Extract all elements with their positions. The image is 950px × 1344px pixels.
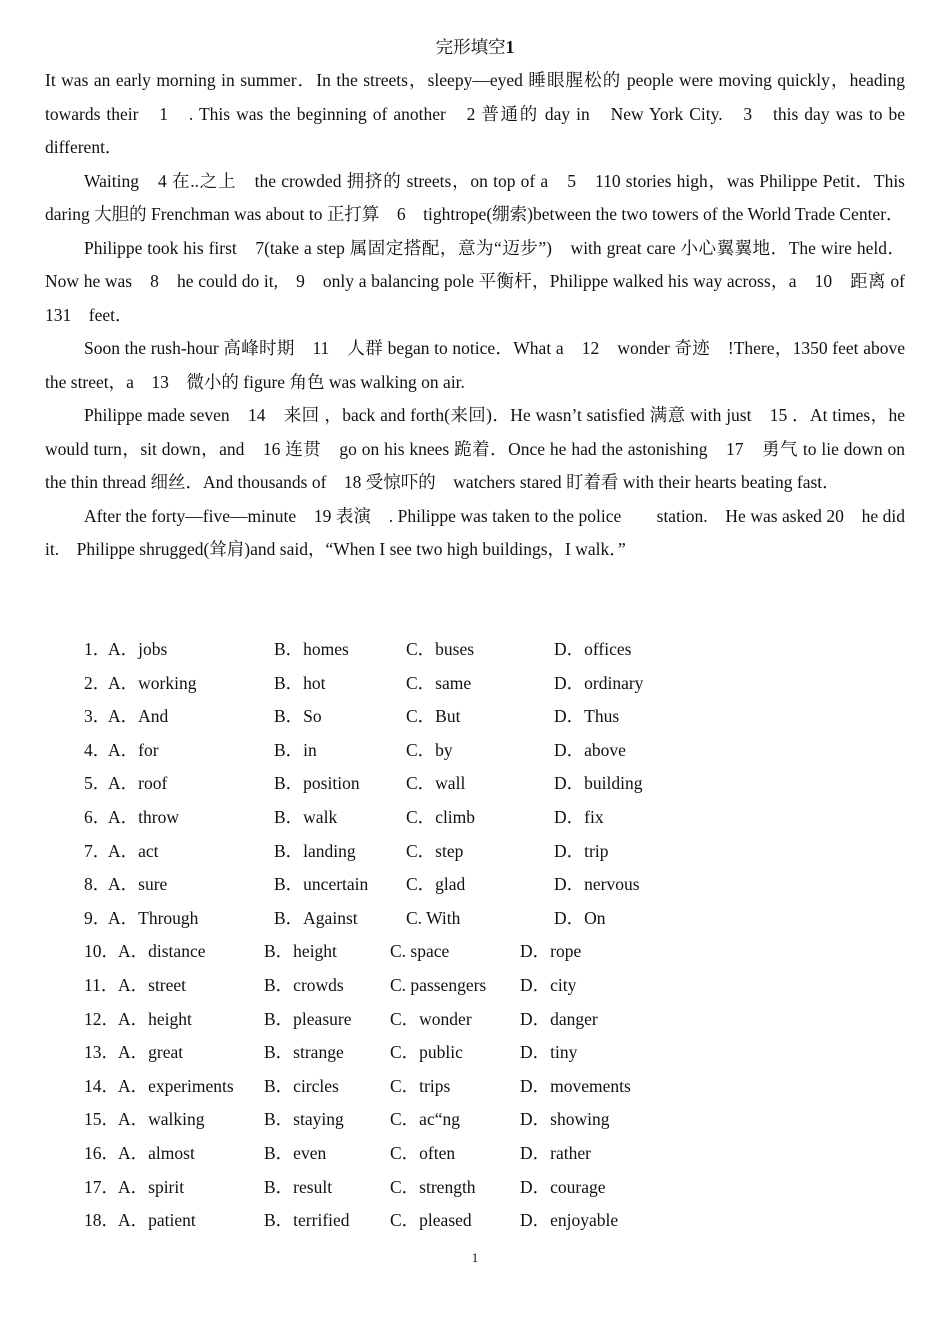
option-c: C．strength (390, 1176, 476, 1197)
option-b: B．hot (274, 672, 326, 693)
title-text: 完形填空 (435, 37, 506, 57)
option-c: C．glad (406, 874, 466, 895)
question-number: 4． (84, 739, 111, 760)
question-number: 8． (84, 874, 111, 895)
paragraph-2: Waiting 4 在..之上 the crowded 拥挤的 streets，on top of a 5 110 stories high，was Philippe Petit．This daring 大胆的 Frenchman was about to 正打算 6 tightrope(绷索)between the two towers of the World Trade Center． (45, 170, 905, 224)
question-number: 13． (84, 1042, 119, 1063)
option-d: D．city (520, 974, 577, 995)
question-row (84, 835, 784, 869)
option-b: B．height (264, 941, 337, 962)
question-number: 5． (84, 773, 111, 794)
question-row (84, 1137, 784, 1171)
option-c: C．ac“ng (390, 1109, 460, 1130)
option-b: B．staying (264, 1109, 344, 1130)
option-b: B．result (264, 1176, 333, 1197)
paragraph-6: After the forty—five—minute 19 表演 . Philippe was taken to the police station. He was asked 20 he did it. Philippe shrugged(耸肩)and said，“When I see two high buildings，I walk．” (45, 505, 905, 559)
option-d: D．above (554, 739, 626, 760)
option-a: A．working (108, 672, 197, 693)
option-b: B．strange (264, 1042, 344, 1063)
paragraph-5: Philippe made seven 14 来回 ，back and forth(来回)．He wasn’t satisfied 满意 with just 15 ．At times，he would turn，sit down，and 16 连贯 go on his knees 跪着．Once he had the astonishing 17 勇气 to lie down on the thin thread 细丝．And thousands of 18 受惊吓的 watchers stared 盯着看 with their hearts beating fast． (45, 405, 905, 492)
option-b: B．uncertain (274, 874, 369, 895)
option-c: C．by (406, 739, 453, 760)
question-number: 11． (84, 974, 119, 995)
question-number: 17． (84, 1176, 119, 1197)
option-a: A．height (118, 1008, 192, 1029)
paragraph-1: It was an early morning in summer．In the streets，sleepy—eyed 睡眼腥松的 people were moving quickly，heading towards their 1 . This was the beginning of another 2 普通的 day in New York City. 3 this day was to be different． (45, 70, 905, 157)
question-list (84, 633, 784, 1238)
passage (45, 64, 905, 567)
option-a: A．distance (118, 941, 206, 962)
option-d: D．enjoyable (520, 1210, 619, 1231)
option-a: A．great (118, 1042, 184, 1063)
question-number: 15． (84, 1109, 119, 1130)
option-a: A．almost (118, 1142, 195, 1163)
option-c: C．wall (406, 773, 466, 794)
option-a: A．sure (108, 874, 168, 895)
option-d: D．trip (554, 840, 609, 861)
question-number: 7． (84, 840, 111, 861)
page-title (0, 34, 950, 59)
option-b: B．in (274, 739, 317, 760)
option-c: C．trips (390, 1075, 451, 1096)
question-row (84, 734, 784, 768)
question-number: 12． (84, 1008, 119, 1029)
question-row (84, 935, 784, 969)
option-c: C．often (390, 1142, 456, 1163)
option-d: D．fix (554, 806, 604, 827)
option-b: B．even (264, 1142, 327, 1163)
question-number: 14． (84, 1075, 119, 1096)
option-c: C．public (390, 1042, 463, 1063)
option-a: A．walking (118, 1109, 205, 1130)
option-b: B．Against (274, 907, 358, 928)
option-b: B．circles (264, 1075, 339, 1096)
question-row (84, 1070, 784, 1104)
question-row (84, 801, 784, 835)
option-c: C．climb (406, 806, 476, 827)
option-b: B．position (274, 773, 360, 794)
option-a: A．experiments (118, 1075, 234, 1096)
option-c: C. With (406, 907, 461, 928)
option-c: C．buses (406, 639, 475, 659)
option-c: C．wonder (390, 1008, 472, 1029)
option-d: D．tiny (520, 1042, 578, 1063)
option-d: D．danger (520, 1008, 598, 1029)
question-row (84, 700, 784, 734)
option-c: C. passengers (390, 974, 487, 995)
question-row (84, 633, 784, 667)
option-a: A．roof (108, 773, 168, 794)
option-c: C．step (406, 840, 464, 861)
option-c: C．But (406, 706, 461, 727)
option-a: A．street (118, 974, 187, 995)
option-a: A．Through (108, 907, 199, 928)
option-b: B．So (274, 706, 322, 727)
question-number: 2． (84, 672, 111, 693)
paragraph-3: Philippe took his first 7(take a step 属固定搭配，意为“迈步”) with great care 小心翼翼地．The wire held．Now he was 8 he could do it, 9 only a balancing pole 平衡杆，Philippe walked his way across，a 10 距离 of 131 feet． (45, 237, 905, 325)
question-number: 16． (84, 1142, 119, 1163)
option-d: D．rather (520, 1142, 591, 1163)
option-d: D．Thus (554, 706, 620, 727)
option-b: B．homes (274, 639, 349, 659)
question-number: 10． (84, 941, 119, 962)
question-number: 9． (84, 907, 111, 928)
question-row (84, 1036, 784, 1070)
question-number: 1． (84, 639, 111, 659)
option-b: B．walk (274, 806, 338, 827)
question-row (84, 868, 784, 902)
option-d: D．movements (520, 1075, 631, 1096)
page-number: 1 (471, 1250, 479, 1265)
question-row (84, 1003, 784, 1037)
question-row (84, 1204, 784, 1238)
question-number: 3． (84, 706, 111, 727)
option-d: D．rope (520, 941, 582, 962)
question-row (84, 667, 784, 701)
option-c: C. space (390, 941, 450, 962)
option-d: D．building (554, 773, 643, 794)
title-number: 1 (505, 37, 515, 57)
question-row (84, 1103, 784, 1137)
option-b: B．terrified (264, 1210, 350, 1231)
option-b: B．landing (274, 840, 356, 861)
option-c: C．same (406, 672, 472, 693)
option-a: A．for (108, 739, 159, 760)
option-d: D．courage (520, 1176, 606, 1197)
question-number: 18． (84, 1210, 119, 1231)
option-a: A．throw (108, 806, 179, 827)
option-b: B．pleasure (264, 1008, 352, 1029)
option-d: D．showing (520, 1109, 610, 1130)
question-number: 6． (84, 806, 111, 827)
option-a: A．act (108, 840, 159, 861)
option-a: A．jobs (108, 639, 168, 659)
question-row (84, 1171, 784, 1205)
option-b: B．crowds (264, 974, 344, 995)
question-row (84, 902, 784, 936)
option-a: A．And (108, 706, 169, 727)
option-d: D．ordinary (554, 672, 644, 693)
question-row (84, 767, 784, 801)
option-a: A．patient (118, 1210, 196, 1231)
option-a: A．spirit (118, 1176, 185, 1197)
question-row (84, 969, 784, 1003)
option-d: D．On (554, 907, 606, 928)
option-c: C．pleased (390, 1210, 472, 1231)
option-d: D．offices (554, 639, 632, 659)
option-d: D．nervous (554, 874, 640, 895)
paragraph-4: Soon the rush-hour 高峰时期 11 人群 began to notice．What a 12 wonder 奇迹 !There，1350 feet above the street，a 13 微小的 figure 角色 was walking on air. (45, 338, 905, 392)
